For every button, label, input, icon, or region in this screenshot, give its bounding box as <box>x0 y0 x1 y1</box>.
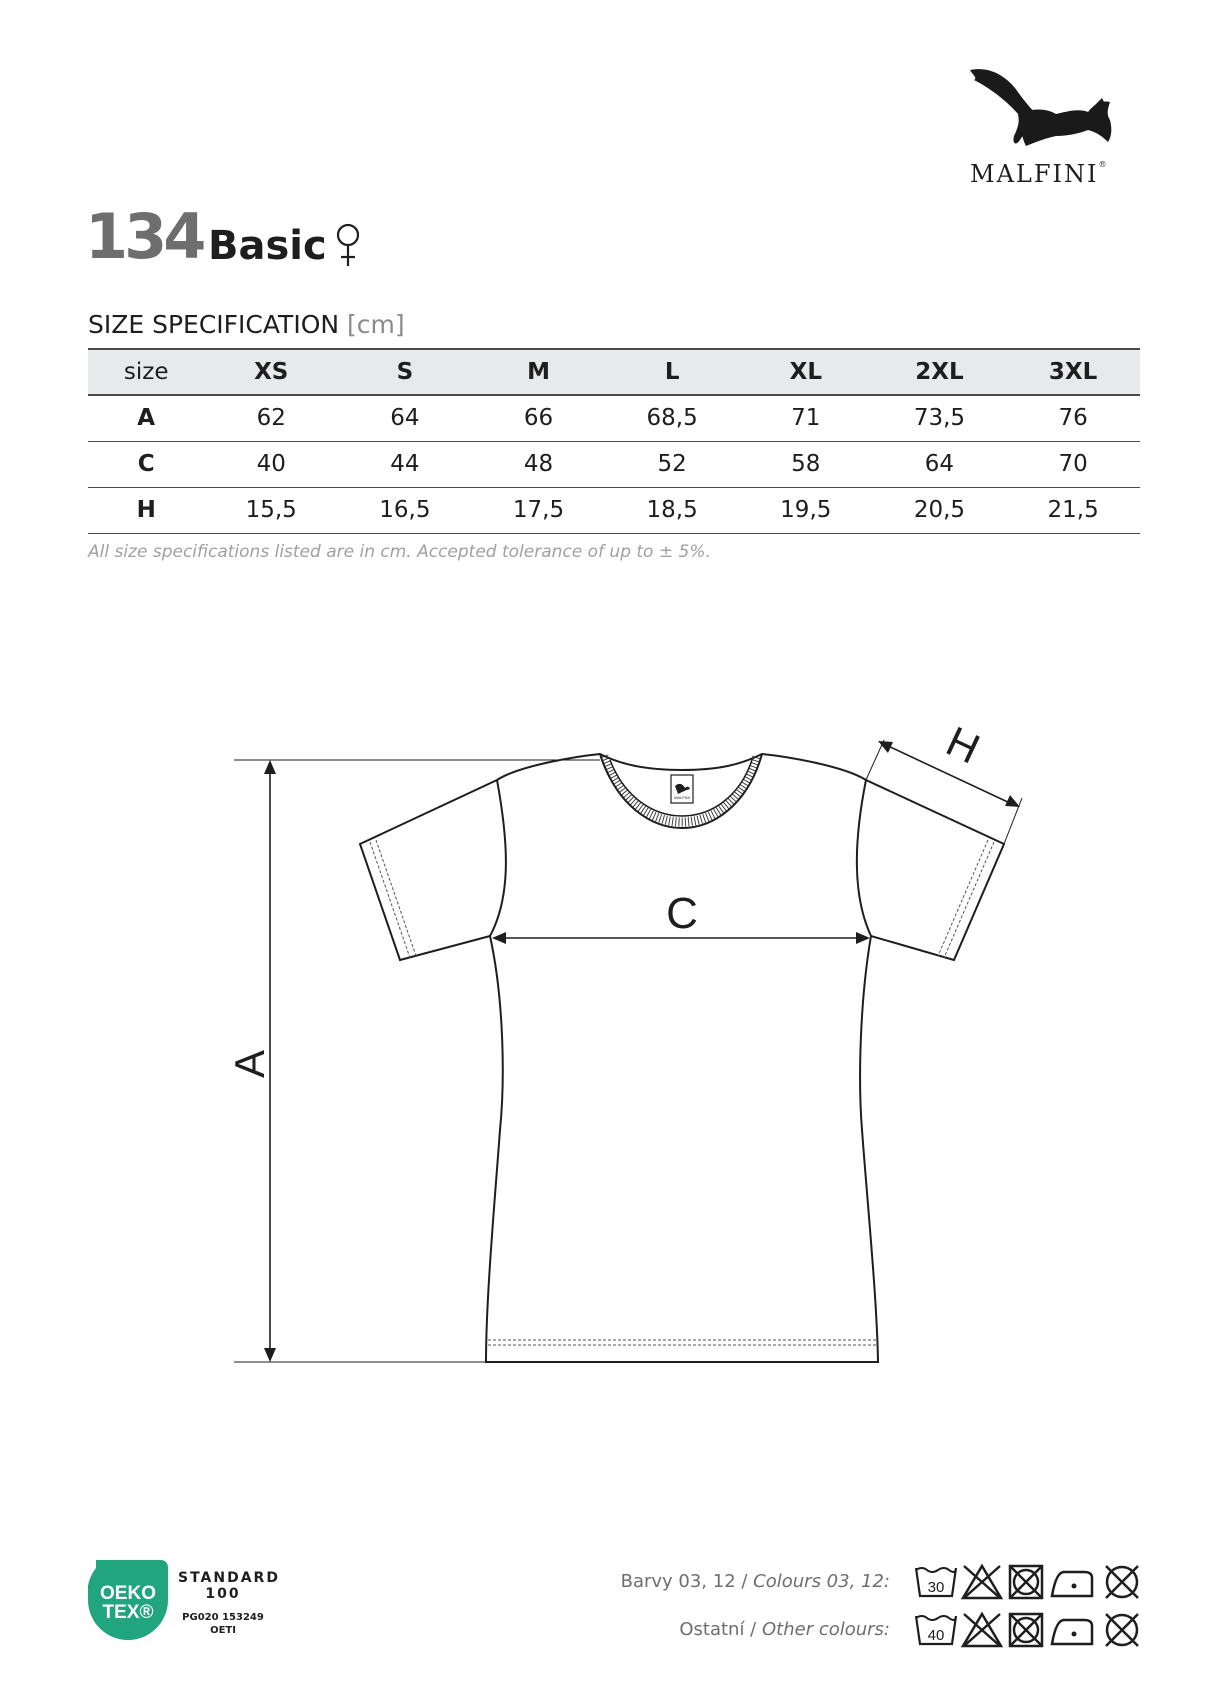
no-dry-clean-icon <box>1106 1614 1138 1646</box>
tolerance-note: All size specifications listed are in cm. Accepted tolerance of up to ± 5%. <box>88 542 711 562</box>
oeko-standard-label: STANDARD <box>178 1570 280 1586</box>
column-header: XS <box>254 359 289 385</box>
table-cell: 40 <box>256 451 286 477</box>
table-header-row <box>88 349 1140 395</box>
wash-temperature: 40 <box>927 1627 945 1644</box>
size-spec-title: SIZE SPECIFICATION [cm] <box>88 310 405 339</box>
wash-icon <box>916 1616 956 1644</box>
care-symbols-row-1 <box>914 1562 1146 1602</box>
no-dry-clean-icon <box>1106 1566 1138 1598</box>
table-cell: 76 <box>1058 405 1088 432</box>
table-cell: 18,5 <box>646 497 698 523</box>
table-cell: 44 <box>390 451 420 477</box>
table-cell: 16,5 <box>379 497 431 523</box>
care-label-other-colours: Ostatní / Other colours: <box>679 1619 890 1640</box>
dimension-a-label: A <box>226 1049 273 1078</box>
neck-tag <box>671 775 693 803</box>
table-row <box>88 441 1140 487</box>
column-header: XL <box>789 359 822 385</box>
tshirt-diagram <box>0 700 1220 1400</box>
product-name: Basic <box>208 223 327 269</box>
dimension-c-label: C <box>666 889 698 938</box>
no-bleach-icon <box>963 1566 1001 1598</box>
iron-low-icon <box>1052 1572 1092 1596</box>
table-cell: 58 <box>791 451 821 477</box>
table-cell: 19,5 <box>780 497 832 523</box>
oeko-institute: OETI <box>210 1625 236 1636</box>
oeko-certificate-code: PG020 153249 <box>182 1612 264 1623</box>
row-label: C <box>137 451 155 477</box>
table-cell: 73,5 <box>913 405 966 432</box>
table-row <box>88 487 1140 533</box>
oeko-standard-number: 100 <box>205 1586 241 1603</box>
table-cell: 17,5 <box>512 497 565 523</box>
table-cell: 48 <box>523 451 554 477</box>
size-table <box>88 348 1140 534</box>
no-tumble-dry-icon <box>1010 1566 1042 1598</box>
column-header: 3XL <box>1048 359 1098 385</box>
column-header: M <box>527 359 550 385</box>
wash-icon <box>916 1568 956 1596</box>
column-header: S <box>396 359 414 385</box>
table-cell: 52 <box>657 451 687 477</box>
table-cell: 71 <box>791 405 821 432</box>
female-symbol-icon <box>334 222 362 270</box>
table-cell: 70 <box>1058 451 1088 477</box>
table-cell: 64 <box>390 405 420 432</box>
column-header: L <box>664 359 680 385</box>
column-header: 2XL <box>915 359 964 385</box>
care-label-colours-03-12: Barvy 03, 12 / Colours 03, 12: <box>620 1571 890 1592</box>
oeko-badge-line2: TEX® <box>102 1602 154 1623</box>
column-header: size <box>123 359 169 385</box>
oeko-certificate <box>178 1611 268 1637</box>
wash-temperature: 30 <box>927 1579 945 1596</box>
neck-tag-text: MALFINI <box>674 795 690 800</box>
product-number: 134 <box>85 200 203 273</box>
table-cell: 66 <box>523 405 554 432</box>
no-bleach-icon <box>963 1614 1001 1646</box>
oeko-standard <box>178 1570 280 1603</box>
table-cell: 62 <box>256 405 286 432</box>
brand-name: MALFINI® <box>970 160 1109 188</box>
row-label: A <box>137 405 156 432</box>
table-cell: 64 <box>924 451 955 477</box>
table-cell: 20,5 <box>913 497 966 523</box>
table-cell: 15,5 <box>245 497 297 523</box>
care-symbols-row-2 <box>914 1610 1146 1650</box>
oeko-tex-badge <box>88 1560 168 1640</box>
oeko-badge-line1: OEKO <box>100 1583 156 1604</box>
row-label: H <box>136 497 156 523</box>
iron-low-icon <box>1052 1620 1092 1644</box>
table-cell: 68,5 <box>646 405 698 432</box>
tshirt-body-outline <box>360 754 1004 1362</box>
table-row <box>88 395 1140 441</box>
no-tumble-dry-icon <box>1010 1614 1042 1646</box>
dimension-h-label: H <box>939 717 987 773</box>
table-cell: 21,5 <box>1047 497 1099 523</box>
